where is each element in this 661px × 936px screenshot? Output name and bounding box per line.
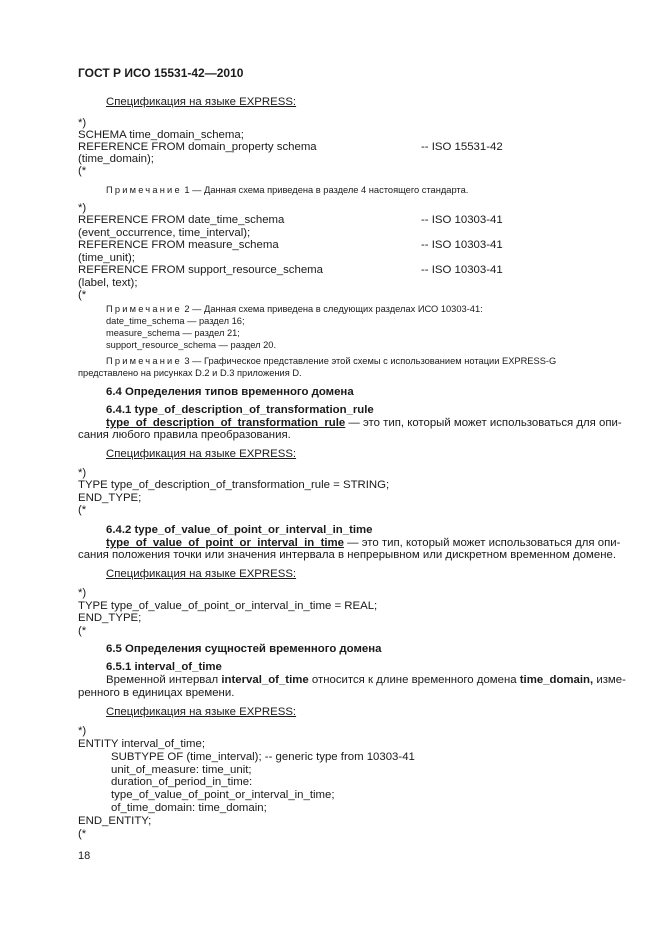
note-item: support_resource_schema — раздел 20. bbox=[106, 340, 277, 350]
code-line: of_time_domain: time_domain; bbox=[111, 802, 267, 814]
code-comment: -- ISO 10303-41 bbox=[421, 239, 503, 251]
code-comment: -- ISO 10303-41 bbox=[421, 214, 503, 226]
code-line: unit_of_measure: time_unit; bbox=[111, 764, 252, 776]
subsection-heading: 6.4.2 type_of_value_of_point_or_interval_in_time bbox=[106, 524, 373, 536]
spec-label: Спецификация на языке EXPRESS: bbox=[106, 448, 297, 460]
note-1 bbox=[106, 184, 468, 197]
code-line: (event_occurrence, time_interval); bbox=[78, 227, 251, 239]
note-item: measure_schema — раздел 21; bbox=[106, 328, 240, 338]
code-open-marker: *) bbox=[78, 725, 87, 737]
code-comment: -- ISO 15531-42 bbox=[421, 141, 503, 153]
code-open-marker: *) bbox=[78, 117, 87, 129]
code-line bbox=[78, 239, 638, 252]
code-line bbox=[78, 264, 638, 277]
note-text: представлено на рисунках D.2 и D.3 приложения D. bbox=[78, 368, 302, 378]
definition-text: — это тип, который может использоваться для опи- bbox=[345, 417, 622, 429]
definition-text: Временной интервал bbox=[106, 674, 222, 686]
note-label: Примечание bbox=[106, 356, 182, 366]
subsection-heading: 6.5.1 interval_of_time bbox=[106, 661, 222, 673]
definition-text: ренного в единицах времени. bbox=[78, 687, 235, 699]
note-item: date_time_schema — раздел 16; bbox=[106, 316, 245, 326]
code-line: TYPE type_of_value_of_point_or_interval_in_time = REAL; bbox=[78, 600, 378, 612]
section-heading: 6.5 Определения сущностей временного домена bbox=[106, 643, 382, 655]
code-line: duration_of_period_in_time: bbox=[111, 776, 253, 788]
definition-text: относится к длине временного домена bbox=[308, 674, 520, 686]
code-line bbox=[78, 214, 638, 227]
code-line: (time_unit); bbox=[78, 252, 135, 264]
code-line: END_TYPE; bbox=[78, 612, 142, 624]
code-line: TYPE type_of_description_of_transformation_rule = STRING; bbox=[78, 479, 390, 491]
code-open-marker: *) bbox=[78, 587, 87, 599]
code-line bbox=[78, 141, 638, 154]
code-line: type_of_value_of_point_or_interval_in_time; bbox=[111, 789, 335, 801]
page-number: 18 bbox=[78, 850, 91, 862]
definition-text: — это тип, который может использоваться для опи- bbox=[344, 537, 621, 549]
spec-label: Спецификация на языке EXPRESS: bbox=[106, 96, 297, 108]
code-close-marker: (* bbox=[78, 504, 87, 516]
section-heading: 6.4 Определения типов временного домена bbox=[106, 386, 354, 398]
document-header: ГОСТ Р ИСО 15531-42—2010 bbox=[78, 66, 244, 80]
code-comment: -- ISO 10303-41 bbox=[421, 264, 503, 276]
note-label: Примечание bbox=[106, 185, 182, 195]
code-line: ENTITY interval_of_time; bbox=[78, 738, 206, 750]
code-text: REFERENCE FROM measure_schema bbox=[78, 239, 279, 251]
code-text: REFERENCE FROM domain_property schema bbox=[78, 141, 317, 153]
note-label: Примечание bbox=[106, 304, 182, 314]
definition-text: сания любого правила преобразования. bbox=[78, 429, 291, 441]
code-line: SCHEMA time_domain_schema; bbox=[78, 129, 244, 141]
code-open-marker: *) bbox=[78, 467, 87, 479]
code-close-marker: (* bbox=[78, 289, 87, 301]
definition-text: изме- bbox=[593, 674, 626, 686]
definition-text: сания положения точки или значения интервала в непрерывном или дискретном временном домене. bbox=[78, 549, 616, 561]
code-line: END_ENTITY; bbox=[78, 815, 152, 827]
code-text: REFERENCE FROM date_time_schema bbox=[78, 214, 285, 226]
code-line: SUBTYPE OF (time_interval); -- generic type from 10303-41 bbox=[111, 751, 415, 763]
code-open-marker: *) bbox=[78, 202, 87, 214]
definition-term: type_of_value_of_point_or_interval_in_time bbox=[106, 537, 345, 549]
code-close-marker: (* bbox=[78, 625, 87, 637]
spec-label: Спецификация на языке EXPRESS: bbox=[106, 706, 297, 718]
note-text: 2 — Данная схема приведена в следующих разделах ИСО 10303-41: bbox=[184, 304, 483, 314]
definition-paragraph bbox=[106, 674, 626, 687]
definition-term: time_domain, bbox=[519, 674, 594, 686]
definition-term: interval_of_time bbox=[221, 674, 309, 686]
code-close-marker: (* bbox=[78, 165, 87, 177]
definition-term: type_of_description_of_transformation_rule bbox=[106, 417, 346, 429]
note-text: 3 — Графическое представление этой схемы с использованием нотации EXPRESS-G bbox=[184, 356, 557, 366]
code-line: END_TYPE; bbox=[78, 492, 142, 504]
code-line: (label, text); bbox=[78, 277, 138, 289]
spec-label: Спецификация на языке EXPRESS: bbox=[106, 568, 297, 580]
code-text: REFERENCE FROM support_resource_schema bbox=[78, 264, 323, 276]
code-close-marker: (* bbox=[78, 828, 87, 840]
note-text: 1 — Данная схема приведена в разделе 4 настоящего стандарта. bbox=[184, 185, 469, 195]
code-line: (time_domain); bbox=[78, 153, 154, 165]
subsection-heading: 6.4.1 type_of_description_of_transformation_rule bbox=[106, 404, 374, 416]
